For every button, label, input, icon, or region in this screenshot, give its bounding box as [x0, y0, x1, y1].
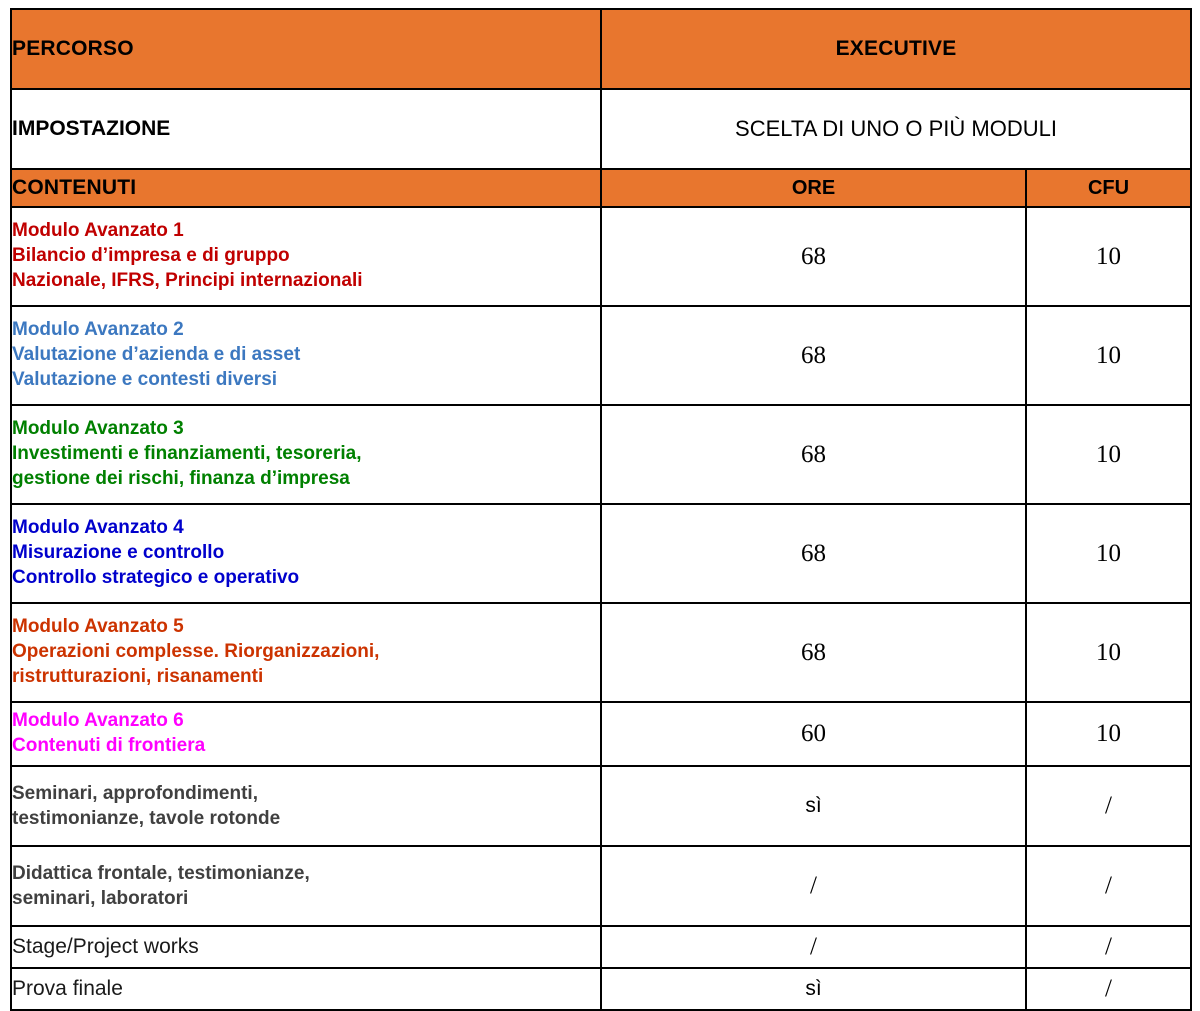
- extra-line2-seminari: testimonianze, tavole rotonde: [12, 808, 281, 829]
- extra-line1-seminari: Seminari, approfondimenti,: [12, 782, 258, 804]
- module-line2-3: Investimenti e finanziamenti, tesoreria,: [12, 443, 362, 465]
- extra-cell-didattica: [11, 846, 601, 926]
- module-cell-2: [11, 306, 601, 405]
- final-label-stage: Stage/Project works: [11, 926, 601, 968]
- table-row-prova-finale: [11, 968, 1191, 1010]
- table-row-didattica: [11, 846, 1191, 926]
- module-line2-4: Misurazione e controllo: [12, 542, 225, 564]
- module-credits-6: 10: [1026, 702, 1191, 766]
- table-row-module-6: [11, 702, 1191, 766]
- column-header-contenuti: CONTENUTI: [11, 169, 601, 207]
- module-title-5: Modulo Avanzato 5: [12, 616, 184, 638]
- table-row-module-4: [11, 504, 1191, 603]
- module-cell-6: [11, 702, 601, 766]
- module-hours-5: 68: [601, 603, 1026, 702]
- label-cell-impostazione: IMPOSTAZIONE: [11, 89, 601, 169]
- module-title-6: Modulo Avanzato 6: [12, 710, 184, 732]
- table-row-module-1: [11, 207, 1191, 306]
- module-line3-4: Controllo strategico e operativo: [12, 566, 300, 588]
- module-line3-3: gestione dei rischi, finanza d’impresa: [12, 467, 350, 489]
- module-title-2: Modulo Avanzato 2: [12, 319, 184, 341]
- module-credits-2: 10: [1026, 306, 1191, 405]
- course-structure-table: [10, 8, 1192, 1011]
- header-cell-executive: EXECUTIVE: [601, 9, 1191, 89]
- module-title-1: Modulo Avanzato 1: [12, 220, 184, 242]
- value-cell-impostazione: SCELTA DI UNO O PIÙ MODULI: [601, 89, 1191, 169]
- module-hours-6: 60: [601, 702, 1026, 766]
- module-title-3: Modulo Avanzato 3: [12, 418, 184, 440]
- table-row-percorso: [11, 9, 1191, 89]
- table-row-impostazione: [11, 89, 1191, 169]
- module-cell-1: [11, 207, 601, 306]
- header-cell-percorso: PERCORSO: [11, 9, 601, 89]
- column-header-cfu: CFU: [1026, 169, 1191, 207]
- table-row-module-3: [11, 405, 1191, 504]
- final-hours-stage: /: [601, 926, 1026, 968]
- extra-line2-didattica: seminari, laboratori: [12, 888, 189, 909]
- module-credits-1: 10: [1026, 207, 1191, 306]
- module-cell-4: [11, 504, 601, 603]
- table-row-seminari: [11, 766, 1191, 846]
- final-credits-stage: /: [1026, 926, 1191, 968]
- module-line3-1: Nazionale, IFRS, Principi internazionali: [12, 269, 363, 291]
- extra-credits-seminari: /: [1026, 766, 1191, 846]
- final-hours-prova: sì: [601, 968, 1026, 1010]
- module-line3-2: Valutazione e contesti diversi: [12, 368, 278, 390]
- module-line2-6: Contenuti di frontiera: [12, 735, 206, 756]
- module-cell-3: [11, 405, 601, 504]
- module-line2-5: Operazioni complesse. Riorganizzazioni,: [12, 641, 380, 663]
- table-row-stage: [11, 926, 1191, 968]
- column-header-ore: ORE: [601, 169, 1026, 207]
- module-line2-1: Bilancio d’impresa e di gruppo: [12, 245, 290, 267]
- module-line3-5: ristrutturazioni, risanamenti: [12, 665, 264, 687]
- module-hours-3: 68: [601, 405, 1026, 504]
- module-title-4: Modulo Avanzato 4: [12, 517, 184, 539]
- extra-hours-seminari: sì: [601, 766, 1026, 846]
- extra-cell-seminari: [11, 766, 601, 846]
- module-credits-5: 10: [1026, 603, 1191, 702]
- table-row-column-headers: [11, 169, 1191, 207]
- module-hours-1: 68: [601, 207, 1026, 306]
- module-credits-3: 10: [1026, 405, 1191, 504]
- module-hours-2: 68: [601, 306, 1026, 405]
- table-row-module-2: [11, 306, 1191, 405]
- module-line2-2: Valutazione d’azienda e di asset: [12, 344, 301, 366]
- extra-hours-didattica: /: [601, 846, 1026, 926]
- final-label-prova: Prova finale: [11, 968, 601, 1010]
- table-row-module-5: [11, 603, 1191, 702]
- extra-line1-didattica: Didattica frontale, testimonianze,: [12, 862, 310, 884]
- module-cell-5: [11, 603, 601, 702]
- final-credits-prova: /: [1026, 968, 1191, 1010]
- module-hours-4: 68: [601, 504, 1026, 603]
- module-credits-4: 10: [1026, 504, 1191, 603]
- extra-credits-didattica: /: [1026, 846, 1191, 926]
